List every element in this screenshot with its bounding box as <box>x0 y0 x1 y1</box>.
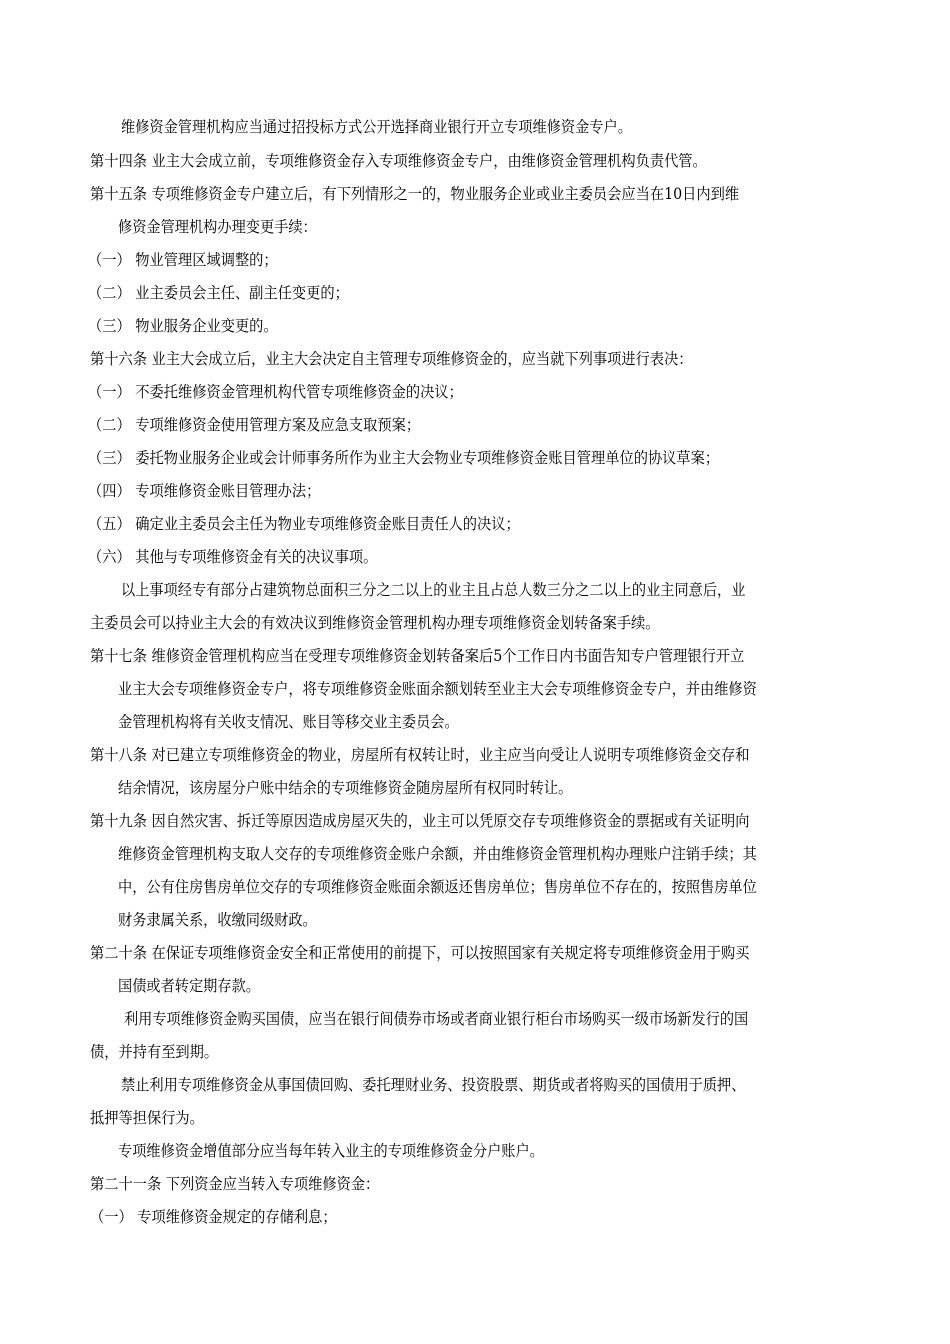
article-19-line: 第十九条 因自然灾害、拆迁等原因造成房屋灭失的，业主可以凭原交存专项维修资金的票据或有关证明向 <box>90 812 750 830</box>
list-item: （一） 专项维修资金规定的存储利息； <box>90 1208 337 1226</box>
list-item: （五） 确定业主委员会主任为物业专项维修资金账目责任人的决议； <box>88 515 520 533</box>
paragraph-line: 禁止利用专项维修资金从事国债回购、委托理财业务、投资股票、期货或者将购买的国债用于质押、 <box>121 1076 746 1094</box>
article-14-line: 第十四条 业主大会成立前，专项维修资金存入专项维修资金专户，由维修资金管理机构负责代管。 <box>90 152 707 170</box>
article-16-line: 第十六条 业主大会成立后，业主大会决定自主管理专项维修资金的，应当就下列事项进行表决： <box>90 350 693 368</box>
article-19-continuation: 财务隶属关系，收缴同级财政。 <box>118 911 317 929</box>
paragraph-line: 债，并持有至到期。 <box>90 1043 219 1061</box>
article-19-continuation: 中，公有住房售房单位交存的专项维修资金账面余额返还售房单位；售房单位不存在的，按照售房单位 <box>118 878 757 896</box>
article-19-continuation: 维修资金管理机构支取人交存的专项维修资金账户余额，并由维修资金管理机构办理账户注销手续；其 <box>118 845 757 863</box>
article-15-line: 第十五条 专项维修资金专户建立后，有下列情形之一的，物业服务企业或业主委员会应当在10日内到维 <box>90 185 740 203</box>
list-item: （三） 物业服务企业变更的。 <box>88 317 278 335</box>
list-item: （四） 专项维修资金账目管理办法； <box>88 482 321 500</box>
paragraph-line: 抵押等担保行为。 <box>90 1109 204 1127</box>
article-18-line: 第十八条 对已建立专项维修资金的物业，房屋所有权转让时，业主应当向受让人说明专项维修资金交存和 <box>90 746 750 764</box>
list-item: （二） 专项维修资金使用管理方案及应急支取预案； <box>88 416 421 434</box>
article-18-continuation: 结余情况，该房屋分户账中结余的专项维修资金随房屋所有权同时转让。 <box>118 779 573 797</box>
paragraph-line: 以上事项经专有部分占建筑物总面积三分之二以上的业主且占总人数三分之二以上的业主同意后，业 <box>121 581 746 599</box>
list-item: （六） 其他与专项维修资金有关的决议事项。 <box>88 548 378 566</box>
list-item: （一） 不委托维修资金管理机构代管专项维修资金的决议； <box>88 383 463 401</box>
article-15-continuation: 修资金管理机构办理变更手续： <box>118 218 317 236</box>
paragraph-line: 利用专项维修资金购买国债，应当在银行间债券市场或者商业银行柜台市场购买一级市场新发行的国 <box>124 1010 749 1028</box>
list-item: （二） 业主委员会主任、副主任变更的； <box>88 284 349 302</box>
list-item: （一） 物业管理区域调整的； <box>88 251 278 269</box>
article-17-continuation: 业主大会专项维修资金专户，将专项维修资金账面余额划转至业主大会专项维修资金专户，并由维修资 <box>118 680 757 698</box>
article-20-line: 第二十条 在保证专项维修资金安全和正常使用的前提下，可以按照国家有关规定将专项维修资金用于购买 <box>90 944 750 962</box>
paragraph-line: 专项维修资金增值部分应当每年转入业主的专项维修资金分户账户。 <box>118 1142 544 1160</box>
article-21-line: 第二十一条 下列资金应当转入专项维修资金： <box>90 1175 380 1193</box>
list-item: （三） 委托物业服务企业或会计师事务所作为业主大会物业专项维修资金账目管理单位的协议草案； <box>88 449 720 467</box>
article-17-line: 第十七条 维修资金管理机构应当在受理专项维修资金划转备案后5个工作日内书面告知专户管理银行开立 <box>90 647 745 665</box>
paragraph-line: 维修资金管理机构应当通过招投标方式公开选择商业银行开立专项维修资金专户。 <box>121 118 632 136</box>
article-20-continuation: 国债或者转定期存款。 <box>118 977 260 995</box>
paragraph-line: 主委员会可以持业主大会的有效决议到维修资金管理机构办理专项维修资金划转备案手续。 <box>90 614 660 632</box>
article-17-continuation: 金管理机构将有关收支情况、账目等移交业主委员会。 <box>118 713 459 731</box>
